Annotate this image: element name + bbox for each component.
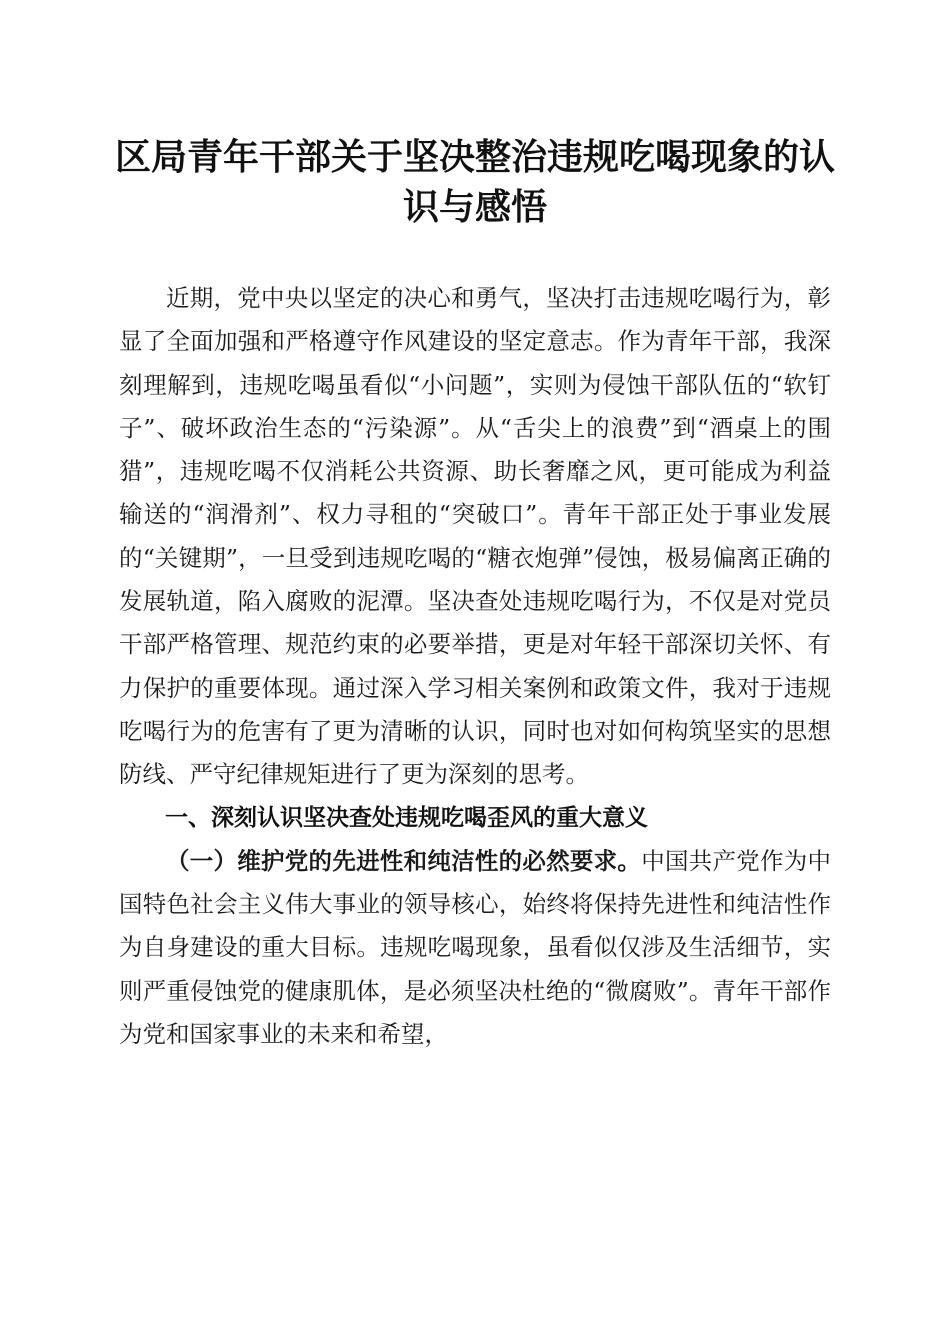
document-title: 区局青年干部关于坚决整治违规吃喝现象的认识与感悟	[114, 136, 835, 228]
subsection-1-paragraph	[119, 840, 831, 1056]
subsection-1-lead: （一）维护党的先进性和纯洁性的必然要求。	[166, 846, 642, 875]
section-1-heading: 一、深刻认识坚决查处违规吃喝歪风的重大意义	[165, 804, 648, 831]
intro-paragraph: 近期，党中央以坚定的决心和勇气，坚决打击违规吃喝行为，彰显了全面加强和严格遵守作风建设的坚定意志。作为青年干部，我深刻理解到，违规吃喝虽看似“小问题”，实则为侵蚀干部队伍的“软钉子”、破坏政治生态的“污染源”。从“舌尖上的浪费”到“酒桌上的围猎”，违规吃喝不仅消耗公共资源、助长奢靡之风，更可能成为利益输送的“润滑剂”、权力寻租的“突破口”。青年干部正处于事业发展的“关键期”，一旦受到违规吃喝的“糖衣炮弹”侵蚀，极易偏离正确的发展轨道，陷入腐败的泥潭。坚决查处违规吃喝行为，不仅是对党员干部严格管理、规范约束的必要举措，更是对年轻干部深切关怀、有力保护的重要体现。通过深入学习相关案例和政策文件，我对于违规吃喝行为的危害有了更为清晰的认识，同时也对如何构筑坚实的思想防线、严守纪律规矩进行了更为深刻的思考。	[119, 284, 831, 789]
subsection-1-text: 中国共产党作为中国特色社会主义伟大事业的领导核心，始终将保持先进性和纯洁性作为自身建设的重大目标。违规吃喝现象，虽看似仅涉及生活细节，实则严重侵蚀党的健康肌体，是必须坚决杜绝的“微腐败”。青年干部作为党和国家事业的未来和希望，	[119, 846, 832, 1049]
document-body	[119, 277, 831, 1056]
